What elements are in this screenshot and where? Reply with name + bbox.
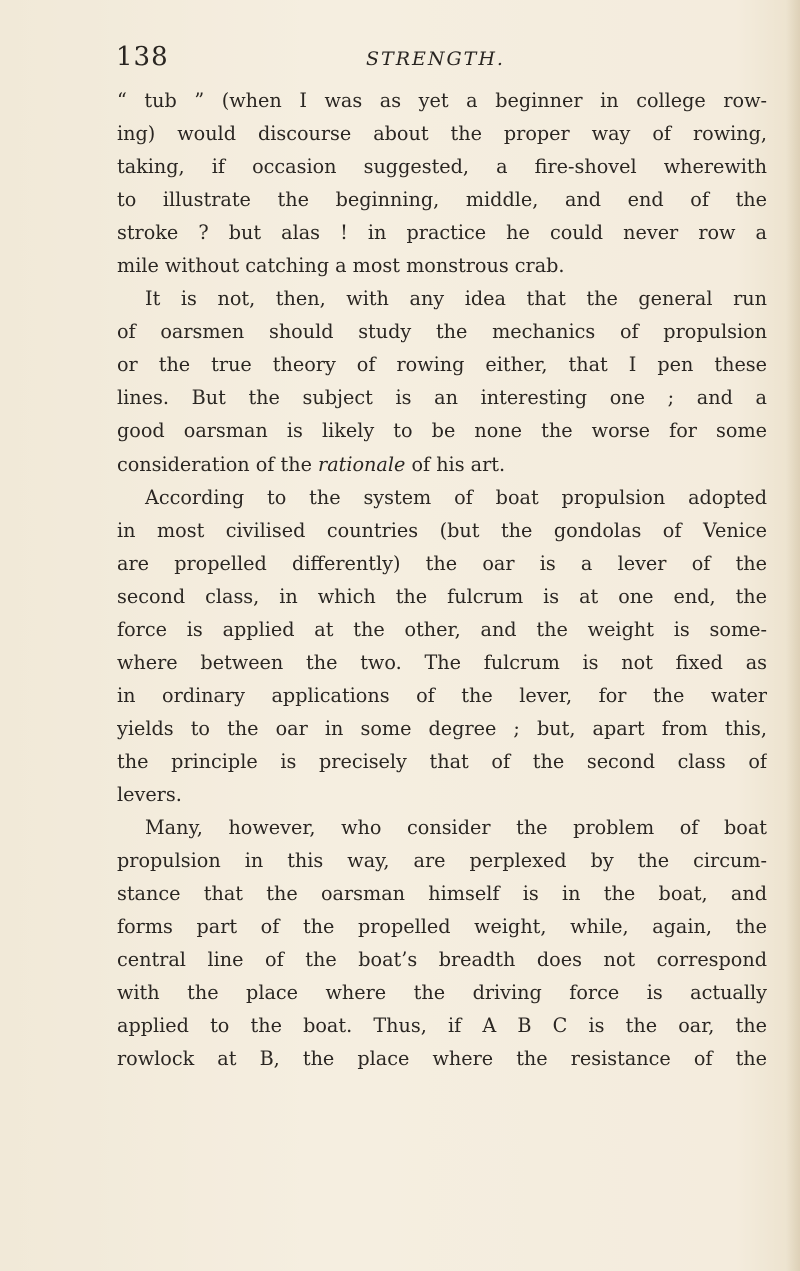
text-line-24: propulsion in this way, are perplexed by the circum- [117,849,767,873]
text-line-8: of oarsmen should study the mechanics of propulsion [117,320,767,344]
text-line-16: second class, in which the fulcrum is at one end, the [117,584,767,608]
text-line-12-start: consideration of the [117,452,319,476]
text-line-19: in ordinary applications of the lever, for the water [117,683,767,707]
text-line-11: good oarsman is likely to be none the worse for some [117,419,767,443]
text-line-25: stance that the oarsman himself is in the boat, and [117,882,767,906]
text-line-9: or the true theory of rowing either, that I pen these [117,353,767,377]
text-line-12 [117,448,767,481]
text-line-22: levers. [117,782,182,806]
text-line-14: in most civilised countries (but the gondolas of Venice [117,518,767,542]
text-line-13: According to the system of boat propulsion adopted [145,485,767,509]
page-number: 138 [116,42,169,72]
text-line-3: taking, if occasion suggested, a fire-shovel wherewith [117,155,767,179]
text-line-2: ing) would discourse about the proper way of rowing, [117,122,767,146]
body-text [117,84,767,1075]
page-edge-shadow [786,0,800,1271]
text-line-23: Many, however, who consider the problem of boat [145,816,767,840]
text-line-1: “ tub ” (when I was as yet a beginner in college row- [117,89,767,112]
text-line-20: yields to the oar in some degree ; but, apart from this, [117,716,767,740]
running-head: STRENGTH. [366,48,505,70]
text-line-28: with the place where the driving force is actually [117,981,767,1005]
text-line-15: are propelled differently) the oar is a lever of the [117,551,767,575]
text-line-7: It is not, then, with any idea that the general run [145,287,767,311]
page-header [116,42,768,82]
text-line-26: forms part of the propelled weight, while, again, the [117,915,767,939]
text-line-17: force is applied at the other, and the weight is some- [117,617,767,641]
text-line-6: mile without catching a most monstrous crab. [117,254,565,278]
text-line-30: rowlock at B, the place where the resistance of the [117,1047,767,1071]
text-line-10: lines. But the subject is an interesting one ; and a [117,386,767,410]
text-line-18: where between the two. The fulcrum is not fixed as [117,650,767,674]
text-line-5: stroke ? but alas ! in practice he could never row a [117,221,767,245]
text-line-12-end: of his art. [405,452,506,476]
text-line-29: applied to the boat. Thus, if A B C is the oar, the [117,1014,767,1038]
text-line-27: central line of the boat’s breadth does not correspond [117,948,767,972]
italic-rationale: rationale [318,452,406,476]
text-line-4: to illustrate the beginning, middle, and end of the [117,188,767,212]
text-line-21: the principle is precisely that of the second class of [117,749,767,773]
